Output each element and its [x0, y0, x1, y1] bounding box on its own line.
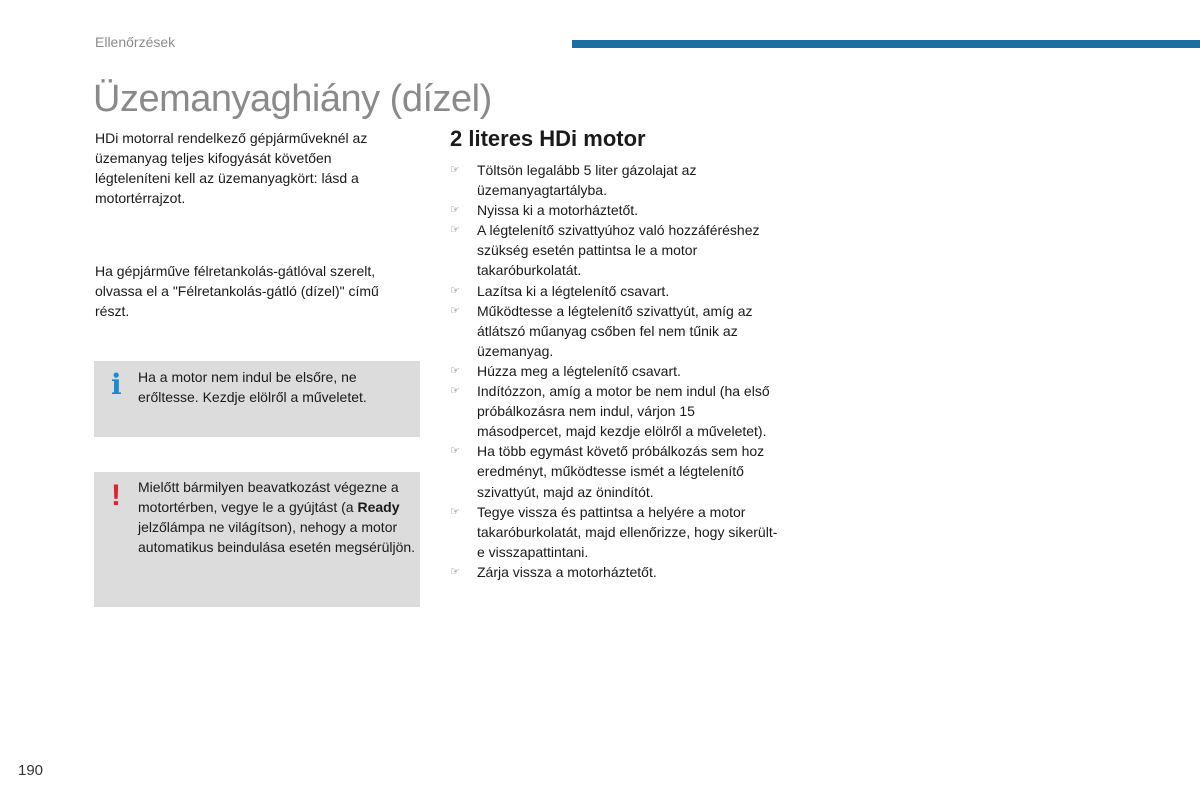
procedure-title: 2 literes HDi motor [450, 126, 646, 151]
info-note-text: Ha a motor nem indul be elsőre, ne erőltesse. Kezdje elölről a műveletet. [138, 369, 367, 405]
warning-icon: ! [111, 479, 121, 512]
pointing-hand-icon: ☞ [450, 385, 460, 398]
pointing-hand-icon: ☞ [450, 505, 460, 518]
pointing-hand-icon: ☞ [450, 445, 460, 458]
warning-text-end: jelzőlámpa ne világítson), nehogy a motor automatikus beindulása esetén megsérüljön. [138, 519, 416, 555]
procedure-steps [450, 160, 780, 582]
pointing-hand-icon: ☞ [450, 204, 460, 217]
procedure-step-text: Töltsön legalább 5 liter gázolajat az üzemanyagtartályba. [477, 162, 697, 199]
procedure-step-text: Zárja vissza a motorháztetőt. [477, 563, 657, 580]
warning-note [94, 472, 420, 607]
procedure-step [450, 502, 780, 562]
pointing-hand-icon: ☞ [450, 364, 460, 377]
procedure-step [450, 160, 780, 200]
pointing-hand-icon: ☞ [450, 164, 460, 176]
page-number: 190 [18, 762, 44, 779]
intro-column [95, 128, 400, 208]
procedure-column [450, 126, 780, 582]
procedure-step-text: Ha több egymást követő próbálkozás sem hoz eredményt, működtesse ismét a légtelenítő szivattyút, majd az önindítót. [477, 443, 765, 500]
header-accent-bar [572, 40, 1200, 48]
procedure-step-text: Nyissa ki a motorháztetőt. [477, 202, 639, 219]
pointing-hand-icon: ☞ [450, 284, 460, 297]
intro-paragraph: HDi motorral rendelkező gépjárműveknél az üzemanyag teljes kifogyását követően légteleníteni kell az üzemanyagkört: lásd a motortérrajzot. [95, 130, 368, 206]
procedure-step [450, 281, 780, 301]
pointing-hand-icon: ☞ [450, 304, 460, 317]
procedure-step-text: Húzza meg a légtelenítő csavart. [477, 362, 681, 379]
procedure-step [450, 361, 780, 381]
page-title: Üzemanyaghiány (dízel) [93, 78, 492, 120]
procedure-step-text: Tegye vissza és pattintsa a helyére a motor takaróburkolatát, majd ellenőrizze, hogy sikerült-e visszapattintani. [477, 503, 778, 560]
procedure-step [450, 381, 780, 441]
procedure-step-text: A légtelenítő szivattyúhoz való hozzáféréshez szükség esetén pattintsa le a motor takaróburkolatát. [477, 222, 760, 279]
warning-text-start: Mielőtt bármilyen beavatkozást végezne a motortérben, vegye le a gyújtást (a [138, 479, 399, 515]
procedure-step [450, 562, 780, 582]
procedure-step-text: Indítózzon, amíg a motor be nem indul (ha első próbálkozásra nem indul, várjon 15 másodpercet, majd kezdje elölről a műveletet). [477, 383, 770, 440]
warning-note-text [138, 477, 416, 557]
anti-misfuel-paragraph: Ha gépjárműve félretankolás-gátlóval szerelt, olvassa el a "Félretankolás-gátló (dízel)" című részt. [95, 263, 379, 319]
procedure-step [450, 220, 780, 280]
procedure-step [450, 441, 780, 501]
pointing-hand-icon: ☞ [450, 565, 460, 578]
procedure-step [450, 200, 780, 220]
procedure-step-text: Működtesse a légtelenítő szivattyút, amíg az átlátszó műanyag csőben fel nem tűnik az üzemanyag. [477, 302, 753, 359]
info-icon: i [111, 368, 122, 401]
section-label: Ellenőrzések [95, 34, 176, 50]
procedure-step-text: Lazítsa ki a légtelenítő csavart. [477, 282, 670, 299]
ready-indicator-label: Ready [357, 499, 400, 515]
info-note [94, 361, 420, 437]
pointing-hand-icon: ☞ [450, 224, 460, 237]
procedure-step [450, 301, 780, 361]
